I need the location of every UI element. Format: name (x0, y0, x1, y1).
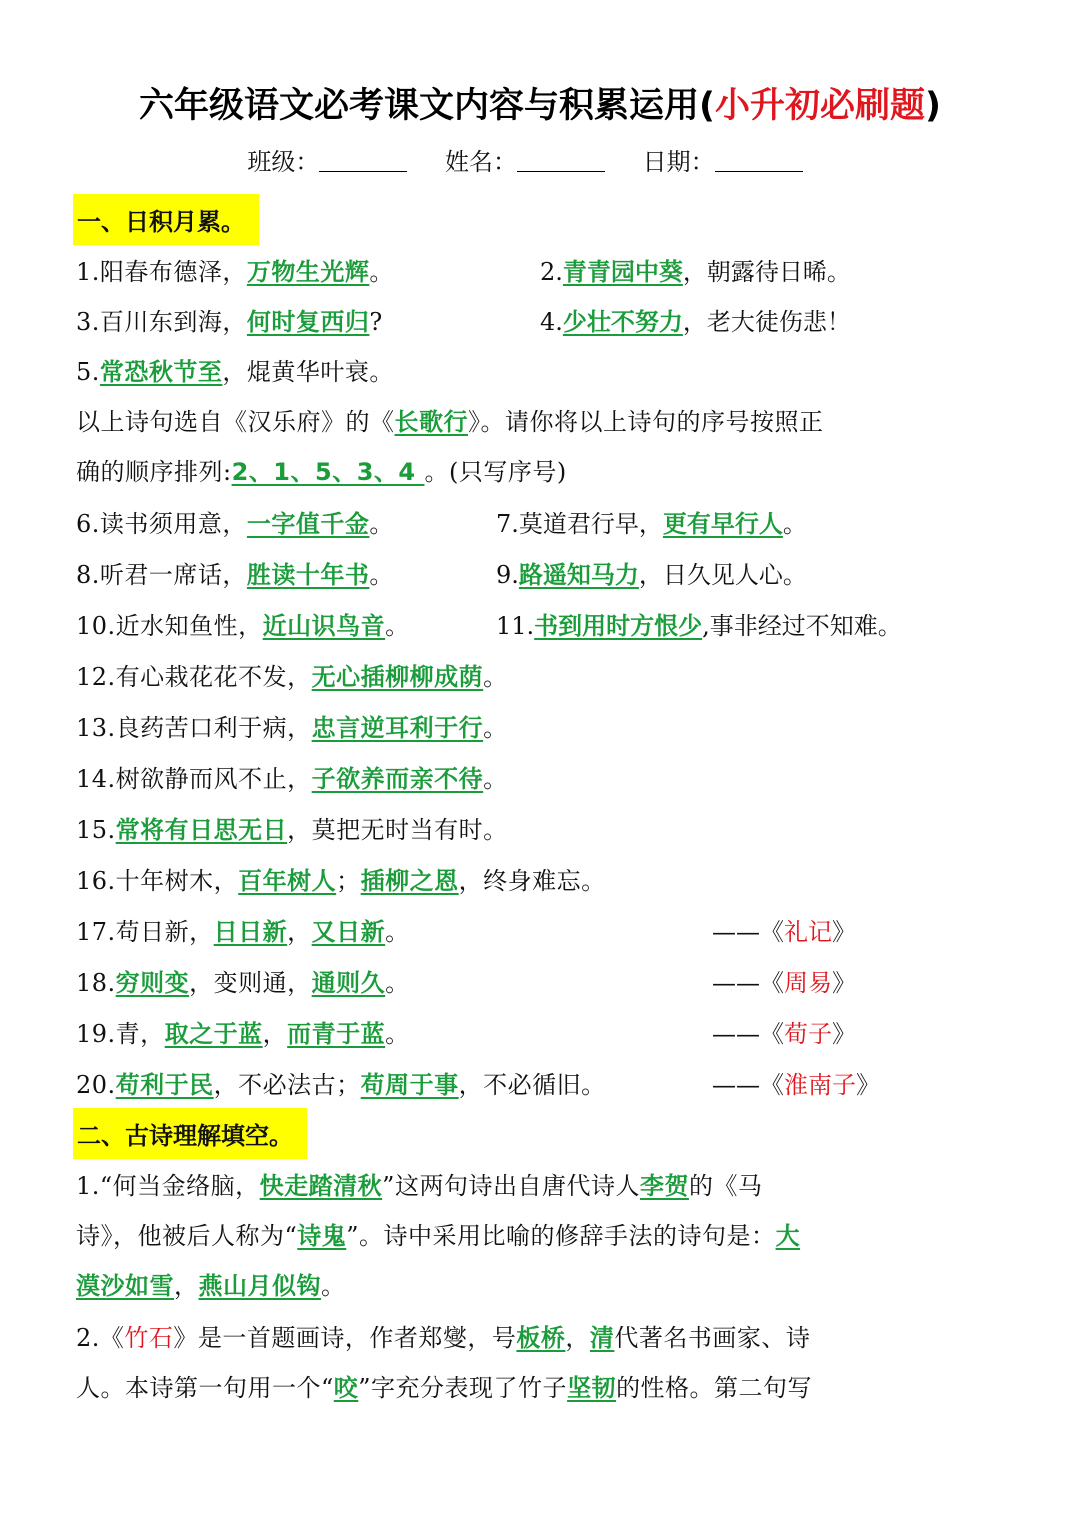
answer: 无心插柳柳成荫 (311, 663, 484, 691)
answer: 苟利于民 (115, 1071, 214, 1099)
answer: 书到用时方恨少 (534, 612, 703, 640)
class-field[interactable] (319, 149, 407, 172)
source-title: 周易 (784, 969, 832, 997)
question-19: 19.青，取之于蓝，而青于蓝。 (76, 1020, 410, 1048)
answer: 百年树人 (238, 867, 337, 895)
answer: 坚韧 (567, 1374, 617, 1402)
name-field[interactable] (517, 149, 605, 172)
question-20: 20.苟利于民，不必法古；苟周于事，不必循旧。 (76, 1071, 606, 1099)
answer: 快走踏清秋 (259, 1172, 383, 1200)
answer: 2、1、5、3、4 (231, 458, 425, 486)
date-field[interactable] (715, 149, 803, 172)
question-13: 13.良药苦口利于病，忠言逆耳利于行。 (76, 714, 508, 742)
answer: 近山识鸟音 (262, 612, 386, 640)
answer: 常恐秋节至 (99, 358, 223, 386)
class-label: 班级： (247, 148, 320, 176)
student-info (0, 142, 1080, 177)
answer: 燕山月似钩 (198, 1272, 321, 1300)
paragraph-line: 2.《竹石》是一首题画诗，作者郑燮，号板桥，清代著名书画家、诗 (76, 1324, 811, 1352)
date-label: 日期： (642, 148, 715, 176)
answer: 李贺 (639, 1172, 689, 1200)
question-6: 6.读书须用意，一字值千金。 (76, 510, 394, 538)
answer: 咬 (333, 1374, 359, 1402)
question-9: 9.路遥知马力，日久见人心。 (496, 561, 807, 589)
answer: 青青园中葵 (562, 258, 683, 286)
paragraph-line: 以上诗句选自《汉乐府》的《长歌行》。请你将以上诗句的序号按照正 (76, 408, 824, 436)
answer: 插柳之恩 (360, 867, 459, 895)
question-17: 17.苟日新，日日新，又日新。 (76, 918, 410, 946)
answer: 板桥 (516, 1324, 566, 1352)
question-15: 15.常将有日思无日，莫把无时当有时。 (76, 816, 508, 844)
answer: 诗鬼 (297, 1222, 347, 1250)
answer: 忠言逆耳利于行 (311, 714, 484, 742)
answer: 少壮不努力 (562, 308, 683, 336)
name-label: 姓名： (445, 148, 517, 176)
question-4: 4.少壮不努力，老大徒伤悲！ (540, 308, 851, 336)
question-2: 2.青青园中葵，朝露待日晞。 (540, 258, 851, 286)
answer: 取之于蓝 (164, 1020, 263, 1048)
paragraph-line: 诗》，他被后人称为“诗鬼”。诗中采用比喻的修辞手法的诗句是：大 (76, 1222, 801, 1250)
answer: 又日新 (311, 918, 386, 946)
question-12: 12.有心栽花花不发，无心插柳柳成荫。 (76, 663, 508, 691)
section-heading-1: 一、日积月累。 (73, 194, 259, 245)
question-16: 16.十年树木，百年树人；插柳之恩，终身难忘。 (76, 867, 606, 895)
question-7: 7.莫道君行早，更有早行人。 (496, 510, 807, 538)
source-20: ——《淮南子》 (712, 1071, 880, 1099)
answer: 大 (775, 1222, 801, 1250)
answer: 胜读十年书 (246, 561, 370, 589)
title-end: ) (925, 86, 941, 126)
title-main: 六年级语文必考课文内容与积累运用( (138, 86, 715, 126)
poem-title: 竹石 (124, 1324, 174, 1352)
source-17: ——《礼记》 (712, 918, 856, 946)
question-3: 3.百川东到海，何时复西归? (76, 308, 383, 336)
answer: 更有早行人 (662, 510, 783, 538)
answer: 日日新 (213, 918, 288, 946)
answer: 漠沙如雪 (76, 1272, 174, 1300)
paragraph-line: 1.“何当金络脑，快走踏清秋”这两句诗出自唐代诗人李贺的《马 (76, 1172, 763, 1200)
answer: 何时复西归 (246, 308, 370, 336)
paragraph-line: 人。本诗第一句用一个“咬”字充分表现了竹子坚韧的性格。第二句写 (76, 1374, 813, 1402)
answer: 万物生光辉 (246, 258, 370, 286)
question-8: 8.听君一席话，胜读十年书。 (76, 561, 394, 589)
paragraph-line: 确的顺序排列:2、1、5、3、4 。(只写序号) (76, 458, 567, 486)
answer: 苟周于事 (360, 1071, 459, 1099)
question-11: 11.书到用时方恨少,事非经过不知难。 (496, 612, 902, 640)
source-title: 淮南子 (784, 1071, 856, 1099)
question-18: 18.穷则变，变则通，通则久。 (76, 969, 410, 997)
section-heading-2: 二、古诗理解填空。 (73, 1108, 307, 1159)
answer: 清 (589, 1324, 615, 1352)
question-10: 10.近水知鱼性，近山识鸟音。 (76, 612, 410, 640)
answer: 长歌行 (394, 408, 468, 436)
answer: 通则久 (311, 969, 386, 997)
paragraph-line: 漠沙如雪，燕山月似钩。 (76, 1272, 346, 1300)
source-19: ——《荀子》 (712, 1020, 856, 1048)
source-18: ——《周易》 (712, 969, 856, 997)
question-1: 1.阳春布德泽，万物生光辉。 (76, 258, 394, 286)
source-title: 荀子 (784, 1020, 832, 1048)
answer: 常将有日思无日 (115, 816, 288, 844)
answer: 穷则变 (115, 969, 190, 997)
source-title: 礼记 (784, 918, 832, 946)
title-highlight: 小升初必刷题 (714, 86, 925, 126)
question-14: 14.树欲静而风不止，子欲养而亲不待。 (76, 765, 508, 793)
page-title (0, 78, 1080, 128)
answer: 一字值千金 (246, 510, 370, 538)
answer: 子欲养而亲不待 (311, 765, 484, 793)
answer: 而青于蓝 (287, 1020, 386, 1048)
answer: 路遥知马力 (518, 561, 639, 589)
question-5: 5.常恐秋节至，焜黄华叶衰。 (76, 358, 394, 386)
